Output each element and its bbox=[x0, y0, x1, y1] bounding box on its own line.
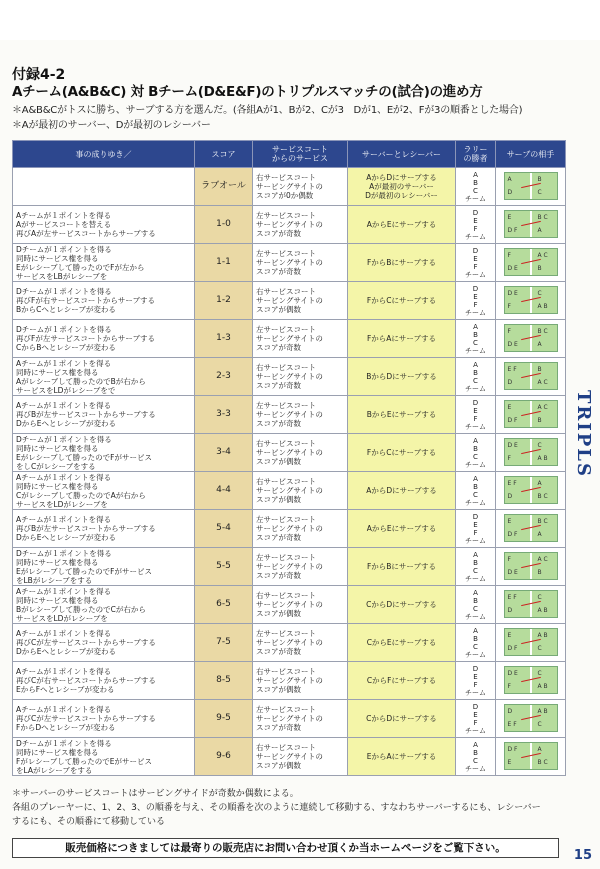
row-court-diagram bbox=[496, 510, 566, 548]
header-court: サーブの相手 bbox=[496, 141, 566, 168]
court-player-label: C bbox=[537, 593, 542, 601]
court-player-label: D F bbox=[507, 530, 518, 538]
row-server-receiver: FからCにサーブする bbox=[348, 434, 456, 472]
court-player-label: A C bbox=[537, 403, 548, 411]
row-service-court: 右サービスコート サービングサイトの スコアが偶数 bbox=[253, 662, 348, 700]
row-score: 9-5 bbox=[195, 700, 253, 738]
court-player-label: D bbox=[507, 492, 513, 500]
court-player-label: D bbox=[507, 707, 513, 715]
row-rally-winner: A B C チーム bbox=[456, 548, 496, 586]
row-description: Dチームが１ポイントを得る 同時にサービス権を得る Eがレシーブして勝ったのでFがサービス をしCがレシーブをする bbox=[13, 434, 195, 472]
table-header-row bbox=[13, 141, 566, 168]
court-player-label: E F bbox=[507, 365, 517, 373]
row-court-diagram bbox=[496, 282, 566, 320]
table-row bbox=[13, 624, 566, 662]
row-server-receiver: CからDにサーブする bbox=[348, 700, 456, 738]
court-player-label: A bbox=[507, 175, 512, 183]
table-row bbox=[13, 168, 566, 206]
row-service-court: 左サービスコート サービングサイトの スコアが奇数 bbox=[253, 244, 348, 282]
row-court-diagram bbox=[496, 700, 566, 738]
court-player-label: E bbox=[507, 517, 512, 525]
court-player-label: C bbox=[537, 669, 542, 677]
row-server-receiver: FからBにサーブする bbox=[348, 244, 456, 282]
appendix-heading: 付録4-2 bbox=[12, 67, 66, 83]
page-title: Aチーム(A&B&C) 対 Bチーム(D&E&F)のトリプルスマッチの(試合)の進め方 bbox=[12, 84, 483, 100]
row-description: Aチームが１ポイントを得る 再びBが左サービスコートからサーブする DからEへとレシーブが変わる bbox=[13, 510, 195, 548]
row-score: 6-5 bbox=[195, 586, 253, 624]
court-player-label: E bbox=[507, 213, 512, 221]
row-court-diagram bbox=[496, 244, 566, 282]
court-player-label: D E bbox=[507, 441, 518, 449]
row-rally-winner: A B C チーム bbox=[456, 434, 496, 472]
court-player-label: D bbox=[507, 606, 513, 614]
court-player-label: D bbox=[507, 378, 513, 386]
court-player-label: E F bbox=[507, 720, 517, 728]
header-score: スコア bbox=[195, 141, 253, 168]
row-rally-winner: D E F チーム bbox=[456, 206, 496, 244]
row-description: Dチームが１ポイントを得る 再びFが左サービスコートからサーブする CからBへとレシーブが変わる bbox=[13, 320, 195, 358]
court-player-label: A B bbox=[537, 454, 548, 462]
row-court-diagram bbox=[496, 738, 566, 776]
court-player-label: B C bbox=[537, 327, 548, 335]
court-player-label: D E bbox=[507, 340, 518, 348]
row-service-court: 左サービスコート サービングサイトの スコアが奇数 bbox=[253, 396, 348, 434]
court-player-label: A C bbox=[537, 378, 548, 386]
court-player-label: D F bbox=[507, 416, 518, 424]
court-player-label: B C bbox=[537, 517, 548, 525]
court-diagram bbox=[504, 400, 558, 428]
row-rally-winner: A B C チーム bbox=[456, 358, 496, 396]
court-player-label: F bbox=[507, 251, 511, 259]
row-service-court: 右サービスコート サービングサイトの スコアが偶数 bbox=[253, 738, 348, 776]
footnote-3: するにも、その順番にて移動している bbox=[12, 817, 166, 827]
court-player-label: F bbox=[507, 682, 511, 690]
court-player-label: D bbox=[507, 188, 513, 196]
row-description: Aチームが１ポイントを得る 同時にサービス権を得る Cがレシーブして勝ったのでAが右から サービスをLDがレシーブを bbox=[13, 472, 195, 510]
court-player-label: D E bbox=[507, 669, 518, 677]
court-diagram bbox=[504, 438, 558, 466]
header-serve: サービスコート からのサービス bbox=[253, 141, 348, 168]
row-rally-winner: A B C チーム bbox=[456, 320, 496, 358]
row-rally-winner: A B C チーム bbox=[456, 586, 496, 624]
row-score: 3-4 bbox=[195, 434, 253, 472]
row-service-court: 右サービスコート サービングサイトの スコアが0か偶数 bbox=[253, 168, 348, 206]
row-rally-winner: D E F チーム bbox=[456, 662, 496, 700]
court-diagram bbox=[504, 590, 558, 618]
row-service-court: 右サービスコート サービングサイトの スコアが偶数 bbox=[253, 434, 348, 472]
header-rally: ラリー の勝者 bbox=[456, 141, 496, 168]
court-player-label: D F bbox=[507, 226, 518, 234]
court-player-label: D E bbox=[507, 264, 518, 272]
row-court-diagram bbox=[496, 320, 566, 358]
table-row bbox=[13, 510, 566, 548]
row-court-diagram bbox=[496, 168, 566, 206]
court-player-label: F bbox=[507, 555, 511, 563]
court-player-label: E bbox=[507, 631, 512, 639]
court-player-label: D E bbox=[507, 568, 518, 576]
row-description: Aチームが１ポイントを得る 同時にサービス権を得る Bがレシーブして勝ったのでCが右から サービスをLDがレシーブを bbox=[13, 586, 195, 624]
court-player-label: A B bbox=[537, 606, 548, 614]
court-player-label: E F bbox=[507, 593, 517, 601]
table-row bbox=[13, 244, 566, 282]
row-score: 1-1 bbox=[195, 244, 253, 282]
table-row bbox=[13, 548, 566, 586]
row-description: Dチームが１ポイントを得る 同時にサービス権を得る Eがレシーブして勝ったのでFが左から サービスをLBがレシーブを bbox=[13, 244, 195, 282]
row-score: ラブオール bbox=[195, 168, 253, 206]
row-court-diagram bbox=[496, 206, 566, 244]
court-diagram bbox=[504, 514, 558, 542]
court-diagram bbox=[504, 476, 558, 504]
court-player-label: C bbox=[537, 188, 542, 196]
court-player-label: F bbox=[507, 327, 511, 335]
row-server-receiver: BからDにサーブする bbox=[348, 358, 456, 396]
court-player-label: C bbox=[537, 720, 542, 728]
row-description: Aチームが１ポイントを得る Aがサービスコートを替える 再びAが左サービスコートからサーブする bbox=[13, 206, 195, 244]
court-player-label: A B bbox=[537, 302, 548, 310]
court-player-label: B bbox=[537, 568, 542, 576]
row-service-court: 左サービスコート サービングサイトの スコアが奇数 bbox=[253, 510, 348, 548]
row-rally-winner: A B C チーム bbox=[456, 472, 496, 510]
court-player-label: A bbox=[537, 745, 542, 753]
row-court-diagram bbox=[496, 472, 566, 510]
row-court-diagram bbox=[496, 624, 566, 662]
court-player-label: A C bbox=[537, 555, 548, 563]
row-service-court: 左サービスコート サービングサイトの スコアが奇数 bbox=[253, 700, 348, 738]
court-diagram bbox=[504, 666, 558, 694]
court-player-label: C bbox=[537, 289, 542, 297]
row-court-diagram bbox=[496, 662, 566, 700]
court-player-label: B bbox=[537, 416, 542, 424]
row-service-court: 右サービスコート サービングサイトの スコアが偶数 bbox=[253, 586, 348, 624]
court-diagram bbox=[504, 552, 558, 580]
note-2: ＊Aが最初のサーバー、Dが最初のレシーバー bbox=[12, 120, 211, 131]
court-diagram bbox=[504, 362, 558, 390]
table-row bbox=[13, 396, 566, 434]
court-player-label: E bbox=[507, 403, 512, 411]
row-rally-winner: D E F チーム bbox=[456, 282, 496, 320]
row-score: 5-5 bbox=[195, 548, 253, 586]
row-court-diagram bbox=[496, 396, 566, 434]
note-1: ＊A&B&Cがトスに勝ち、サーブする方を選んだ。(各組Aが1、Bが2、Cが3 Dが1、Eが2、Fが3の順番とした場合) bbox=[12, 105, 523, 116]
row-description: Aチームが１ポイントを得る 再びCが左サービスコートからサーブする FからDへとレシーブが変わる bbox=[13, 700, 195, 738]
row-server-receiver: AからEにサーブする bbox=[348, 510, 456, 548]
row-description: Aチームが１ポイントを得る 再びCが右サービスコートからサーブする EからFへとレシーブが変わる bbox=[13, 662, 195, 700]
row-description: Aチームが１ポイントを得る 同時にサービス権を得る Aがレシーブして勝ったのでBが右から サービスをLDがレシーブをで bbox=[13, 358, 195, 396]
row-server-receiver: CからEにサーブする bbox=[348, 624, 456, 662]
court-player-label: F bbox=[507, 454, 511, 462]
court-player-label: C bbox=[537, 441, 542, 449]
table-row bbox=[13, 358, 566, 396]
table-row bbox=[13, 434, 566, 472]
court-player-label: B C bbox=[537, 758, 548, 766]
court-player-label: F bbox=[507, 302, 511, 310]
table-row bbox=[13, 700, 566, 738]
table-row bbox=[13, 282, 566, 320]
row-service-court: 左サービスコート サービングサイトの スコアが奇数 bbox=[253, 548, 348, 586]
court-diagram bbox=[504, 248, 558, 276]
top-blank bbox=[0, 0, 600, 40]
row-rally-winner: A B C チーム bbox=[456, 168, 496, 206]
header-desc: 事の成りゆき／ bbox=[13, 141, 195, 168]
row-rally-winner: A B C チーム bbox=[456, 624, 496, 662]
table-row bbox=[13, 662, 566, 700]
row-description: Aチームが１ポイントを得る 再びCが左サービスコートからサーブする DからEへとレシーブが変わる bbox=[13, 624, 195, 662]
table-row bbox=[13, 320, 566, 358]
table-row bbox=[13, 738, 566, 776]
row-server-receiver: EからAにサーブする bbox=[348, 738, 456, 776]
court-player-label: B bbox=[537, 365, 542, 373]
court-diagram bbox=[504, 172, 558, 200]
row-rally-winner: D E F チーム bbox=[456, 510, 496, 548]
court-player-label: A B bbox=[537, 707, 548, 715]
row-server-receiver: FからCにサーブする bbox=[348, 282, 456, 320]
row-score: 7-5 bbox=[195, 624, 253, 662]
row-rally-winner: D E F チーム bbox=[456, 244, 496, 282]
match-table bbox=[12, 140, 566, 776]
row-service-court: 右サービスコート サービングサイトの スコアが奇数 bbox=[253, 358, 348, 396]
side-label: TRIPLS bbox=[573, 390, 594, 478]
court-player-label: C bbox=[537, 644, 542, 652]
row-score: 1-3 bbox=[195, 320, 253, 358]
court-player-label: A bbox=[537, 479, 542, 487]
row-service-court: 右サービスコート サービングサイトの スコアが偶数 bbox=[253, 282, 348, 320]
court-player-label: A bbox=[537, 340, 542, 348]
row-court-diagram bbox=[496, 586, 566, 624]
header-server: サーバーとレシーバー bbox=[348, 141, 456, 168]
row-score: 2-3 bbox=[195, 358, 253, 396]
row-service-court: 左サービスコート サービングサイトの スコアが奇数 bbox=[253, 624, 348, 662]
court-player-label: B C bbox=[537, 492, 548, 500]
court-diagram bbox=[504, 210, 558, 238]
court-player-label: E bbox=[507, 758, 512, 766]
row-server-receiver: CからFにサーブする bbox=[348, 662, 456, 700]
court-player-label: A B bbox=[537, 631, 548, 639]
court-player-label: A bbox=[537, 226, 542, 234]
table-row bbox=[13, 586, 566, 624]
footnote-1: ＊サーバーのサービスコートはサービングサイドが奇数か偶数による。 bbox=[12, 789, 299, 799]
row-score: 9-6 bbox=[195, 738, 253, 776]
row-rally-winner: D E F チーム bbox=[456, 396, 496, 434]
footnote-2: 各組のプレーヤーに、1、2、3、の順番を与え、その順番を次のように連続して移動する、すなわちサーバーするにも、レシーバー bbox=[12, 803, 541, 813]
court-diagram bbox=[504, 324, 558, 352]
row-score: 5-4 bbox=[195, 510, 253, 548]
row-server-receiver: CからDにサーブする bbox=[348, 586, 456, 624]
row-description bbox=[13, 168, 195, 206]
row-rally-winner: A B C チーム bbox=[456, 738, 496, 776]
row-description: Dチームが１ポイントを得る 再びFが右サービスコートからサーブする BからCへとレシーブが変わる bbox=[13, 282, 195, 320]
row-score: 3-3 bbox=[195, 396, 253, 434]
court-player-label: E F bbox=[507, 479, 517, 487]
sales-banner: 販売価格につきましては最寄りの販売店にお問い合わせ頂くか当ホームページをご覧下さい。 bbox=[12, 838, 559, 858]
row-server-receiver: AからDにサーブする bbox=[348, 472, 456, 510]
court-player-label: B C bbox=[537, 213, 548, 221]
court-player-label: A bbox=[537, 530, 542, 538]
row-score: 1-0 bbox=[195, 206, 253, 244]
court-player-label: A C bbox=[537, 251, 548, 259]
row-description: Dチームが１ポイントを得る 同時にサービス権を得る Eがレシーブして勝ったのでFがサービス をLBがレシーブをする bbox=[13, 548, 195, 586]
court-diagram bbox=[504, 742, 558, 770]
row-court-diagram bbox=[496, 358, 566, 396]
page-number: 15 bbox=[573, 848, 592, 863]
row-server-receiver: FからBにサーブする bbox=[348, 548, 456, 586]
row-service-court: 左サービスコート サービングサイトの スコアが奇数 bbox=[253, 206, 348, 244]
table-row bbox=[13, 206, 566, 244]
row-server-receiver: FからAにサーブする bbox=[348, 320, 456, 358]
court-player-label: D F bbox=[507, 745, 518, 753]
row-rally-winner: D E F チーム bbox=[456, 700, 496, 738]
row-court-diagram bbox=[496, 548, 566, 586]
court-player-label: B bbox=[537, 264, 542, 272]
row-service-court: 右サービスコート サービングサイトの スコアが偶数 bbox=[253, 472, 348, 510]
row-description: Aチームが１ポイントを得る 再びBが左サービスコートからサーブする DからEへとレシーブが変わる bbox=[13, 396, 195, 434]
court-player-label: D E bbox=[507, 289, 518, 297]
court-diagram bbox=[504, 704, 558, 732]
row-description: Dチームが１ポイントを得る 同時にサービス権を得る Fがレシーブして勝ったのでEがサービス をLAがレシーブをする bbox=[13, 738, 195, 776]
court-diagram bbox=[504, 628, 558, 656]
row-server-receiver: AからEにサーブする bbox=[348, 206, 456, 244]
row-score: 8-5 bbox=[195, 662, 253, 700]
row-server-receiver: AからDにサーブする Aが最初のサーバー Dが最初のレシーバー bbox=[348, 168, 456, 206]
table-row bbox=[13, 472, 566, 510]
row-court-diagram bbox=[496, 434, 566, 472]
row-score: 1-2 bbox=[195, 282, 253, 320]
court-player-label: B bbox=[537, 175, 542, 183]
court-player-label: D F bbox=[507, 644, 518, 652]
court-player-label: A B bbox=[537, 682, 548, 690]
court-diagram bbox=[504, 286, 558, 314]
row-score: 4-4 bbox=[195, 472, 253, 510]
row-service-court: 左サービスコート サービングサイトの スコアが奇数 bbox=[253, 320, 348, 358]
row-server-receiver: BからEにサーブする bbox=[348, 396, 456, 434]
